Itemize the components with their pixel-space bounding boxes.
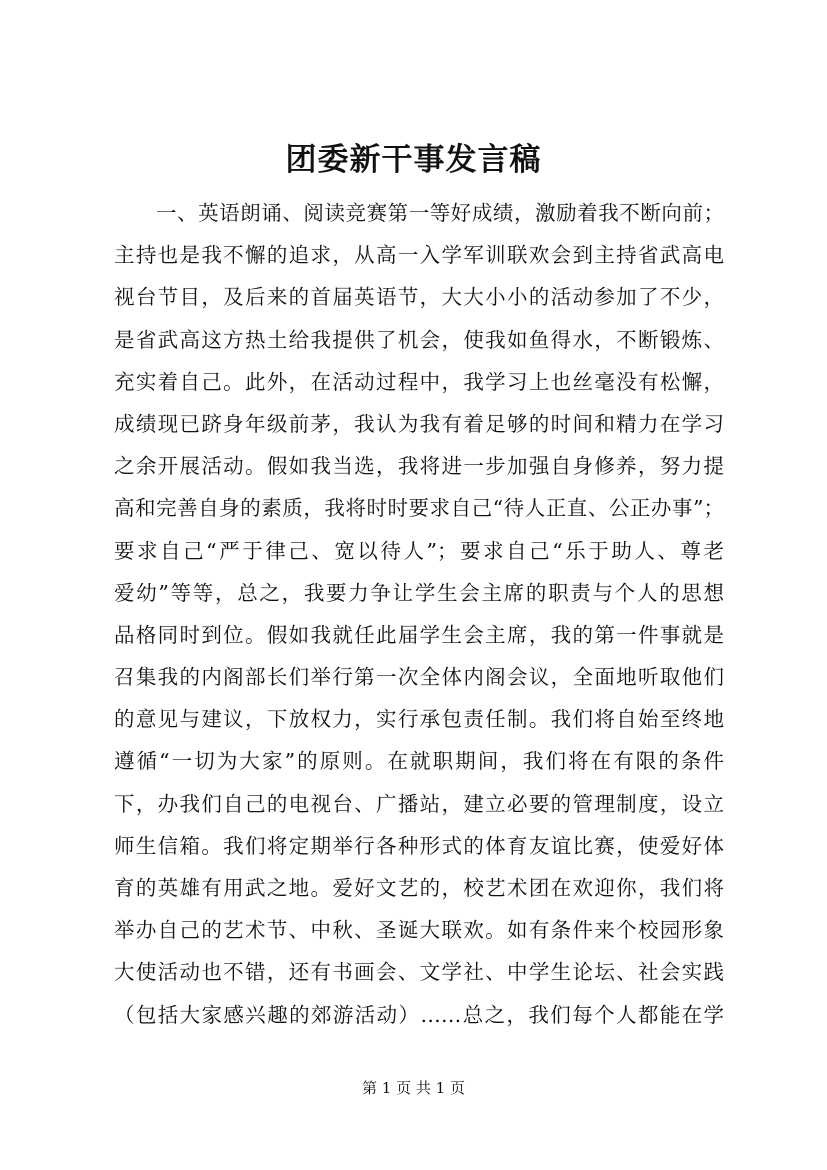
page-footer: 第 1 页 共 1 页 <box>362 1079 465 1097</box>
body-line: 一、英语朗诵、阅读竞赛第一等好成绩，激励着我不断向前； <box>156 201 724 225</box>
body-line: 成绩现已跻身年级前茅，我认为我有着足够的时间和精力在学习 <box>114 411 724 436</box>
body-line: 师生信箱。我们将定期举行各种形式的体育友谊比赛，使爱好体 <box>114 833 724 858</box>
body-line: 要求自己“严于律己、宽以待人”；要求自己“乐于助人、尊老 <box>114 538 724 563</box>
body-line: 举办自己的艺术节、中秋、圣诞大联欢。如有条件来个校园形象 <box>114 918 724 943</box>
document-title: 团委新干事发言稿 <box>285 142 542 178</box>
body-line: 遵循“一切为大家”的原则。在就职期间，我们将在有限的条件 <box>114 749 724 774</box>
body-line: 是省武高这方热土给我提供了机会，使我如鱼得水，不断锻炼、 <box>114 327 724 352</box>
body-line: 视台节目，及后来的首届英语节，大大小小的活动参加了不少， <box>114 285 724 310</box>
body-line: 高和完善自身的素质，我将时时要求自己“待人正直、公正办事”； <box>114 496 724 521</box>
body-line: 下，办我们自己的电视台、广播站，建立必要的管理制度，设立 <box>114 791 724 816</box>
body-line: 爱幼”等等，总之，我要力争让学生会主席的职责与个人的思想 <box>114 580 724 605</box>
body-line: 大使活动也不错，还有书画会、文学社、中学生论坛、社会实践 <box>114 960 724 985</box>
body-line: （包括大家感兴趣的郊游活动）……总之，我们每个人都能在学 <box>114 1002 724 1027</box>
body-line: 育的英雄有用武之地。爱好文艺的，校艺术团在欢迎你，我们将 <box>114 876 724 900</box>
body-line: 之余开展活动。假如我当选，我将进一步加强自身修养，努力提 <box>114 454 724 479</box>
document-body <box>114 192 724 1036</box>
body-line: 的意见与建议，下放权力，实行承包责任制。我们将自始至终地 <box>114 707 724 732</box>
body-line: 主持也是我不懈的追求，从高一入学军训联欢会到主持省武高电 <box>114 243 724 268</box>
body-line: 充实着自己。此外，在活动过程中，我学习上也丝毫没有松懈， <box>114 369 724 394</box>
body-line: 召集我的内阁部长们举行第一次全体内阁会议，全面地听取他们 <box>114 665 724 690</box>
body-line: 品格同时到位。假如我就任此届学生会主席，我的第一件事就是 <box>114 622 724 647</box>
